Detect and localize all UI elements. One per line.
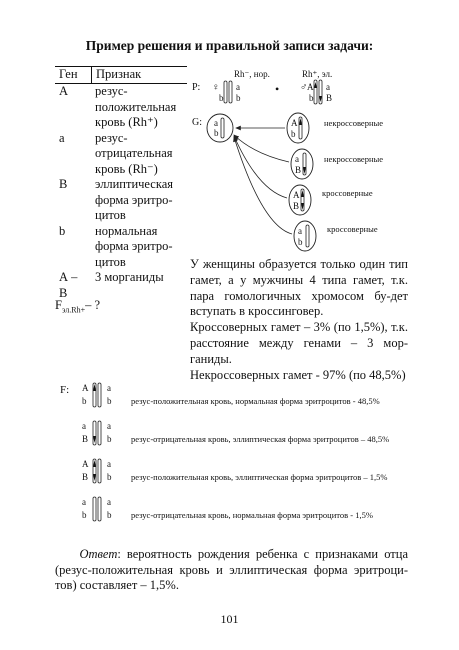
g-label: G: [192, 117, 202, 128]
explanation-paragraph: У женщины образуется только один тип гамет, а у мужчины 4 типа гамет, т.к. пара гомологичных хромосом бу-дет вступать в кроссинговер. [190, 257, 408, 319]
trait-cell: резус- положительная кровь (Rh⁺) [95, 84, 177, 129]
trait-cell: 3 морганиды [95, 270, 164, 284]
table-row [55, 177, 187, 224]
table-row [55, 270, 187, 301]
gene-label: a [107, 421, 111, 431]
gene-label: b [291, 129, 296, 139]
answer-label: Ответ [79, 547, 118, 561]
p-label: P: [192, 82, 201, 93]
fertilization-arrow [234, 135, 289, 162]
offspring-description: резус-положительная кровь, эллиптическая форма эритроцитов – 1,5% [131, 472, 388, 482]
gene-label: b [214, 128, 219, 138]
header-trait: Признак [91, 67, 174, 83]
gene-label: b [107, 396, 112, 406]
gene-label: b [82, 510, 87, 520]
trait-cell: резус- отрицательная кровь (Rh⁻) [95, 130, 173, 176]
f-label: F: [60, 384, 70, 396]
page-number: 101 [220, 612, 239, 626]
trait-cell: эллиптическая форма эритро- цитов [95, 177, 174, 222]
gene-label: A [82, 383, 89, 393]
gene-label: b [107, 510, 112, 520]
gene-label: A [293, 190, 300, 200]
gene-label: b [309, 93, 314, 103]
offspring-scheme [75, 382, 415, 542]
gene-label: a [107, 383, 111, 393]
offspring-description: резус-положительная кровь, нормальная форма эритроцитов - 48,5% [131, 396, 380, 406]
chromosome [306, 225, 309, 247]
explanation-paragraph: Некроссоверных гамет - 97% (по 48,5%) [190, 367, 406, 382]
gene-label: a [82, 497, 86, 507]
page-title: Пример решения и правильной записи задачи: [85, 38, 374, 53]
gene-label: a [298, 226, 302, 236]
question: $F_{эл.Rh+}-$ ? [55, 298, 101, 315]
gene-label: b [82, 396, 87, 406]
gene-label: a [107, 459, 111, 469]
female-gamete-circle [207, 114, 233, 142]
table-header [55, 66, 187, 84]
chromatid-mark [299, 118, 302, 125]
gene-label: A [291, 118, 298, 128]
offspring-description: резус-отрицательная кровь, нормальная форма эритроцитов - 1,5% [131, 510, 373, 520]
gene-label: A [307, 82, 314, 92]
chromatid-mark [93, 384, 96, 391]
gamete-type-label: кроссоверные [327, 224, 378, 234]
chromatid-mark [301, 203, 304, 210]
gene-label: B [295, 165, 302, 175]
gene-label: A [82, 459, 89, 469]
table-row [55, 131, 187, 178]
gene-label: B [82, 434, 89, 444]
answer-text: : вероятность рождения ребенка с признаками отца (резус-положительная кровь и эллиптическая форма эритроци-тов) составляет – 1,5%. [55, 547, 408, 592]
gene-cell: b [59, 223, 66, 238]
gamete-type-label: некроссоверные [324, 118, 383, 128]
chromatid-mark [314, 82, 317, 88]
gene-label: B [326, 93, 333, 103]
gene-label: b [236, 93, 241, 103]
female-phenotype-label: Rh⁻, нор. [234, 69, 270, 79]
gene-cell: А – В [59, 270, 78, 300]
chromosome [224, 81, 227, 103]
fertilization-arrow [234, 137, 292, 234]
cross-scheme [190, 66, 420, 256]
chromatid-mark [93, 436, 96, 443]
chromosome [98, 383, 101, 407]
gene-label: b [298, 237, 303, 247]
gamete-type-label: некроссоверные [324, 154, 383, 164]
gene-cell: А [59, 84, 69, 98]
header-gene: Ген [59, 67, 78, 81]
male-phenotype-label: Rh⁺, эл. [302, 69, 333, 79]
chromosome [221, 118, 224, 138]
gene-label: B [293, 201, 300, 211]
gene-label: B [82, 472, 89, 482]
gene-cell: В [59, 177, 68, 191]
gene-label: a [107, 497, 111, 507]
gene-table [55, 66, 187, 301]
chromatid-mark [319, 96, 322, 102]
chromosome [98, 459, 101, 483]
chromatid-mark [93, 474, 96, 481]
gene-label: b [107, 472, 112, 482]
trait-cell: нормальная форма эритро- цитов [95, 223, 173, 269]
chromosome [98, 497, 101, 521]
explanation-paragraph: Кроссоверных гамет – 3% (по 1,5%), т.к. расстояние между генами – 3 мор-ганиды. [190, 320, 408, 366]
female-symbol: ♀ [212, 82, 220, 93]
gene-label: a [295, 154, 299, 164]
chromosome [229, 81, 232, 103]
gene-label: b [107, 434, 112, 444]
chromatid-mark [301, 190, 304, 197]
chromosome [98, 421, 101, 445]
cross-symbol: • [275, 82, 280, 96]
table-row [55, 84, 187, 131]
chromatid-mark [93, 460, 96, 467]
explanation [190, 257, 408, 383]
table-row [55, 224, 187, 271]
gene-label: a [214, 118, 218, 128]
chromatid-mark [303, 167, 306, 174]
chromosome [93, 497, 96, 521]
gene-label: b [219, 93, 224, 103]
male-symbol: ♂ [300, 82, 308, 93]
fertilization-arrow [234, 136, 287, 198]
gene-label: a [236, 82, 240, 92]
gene-label: a [82, 421, 86, 431]
offspring-description: резус-отрицательная кровь, эллиптическая форма эритроцитов – 48,5% [131, 434, 390, 444]
gene-cell: а [59, 130, 65, 145]
gamete-type-label: кроссоверные [322, 188, 373, 198]
answer [55, 547, 408, 594]
gene-label: a [326, 82, 330, 92]
